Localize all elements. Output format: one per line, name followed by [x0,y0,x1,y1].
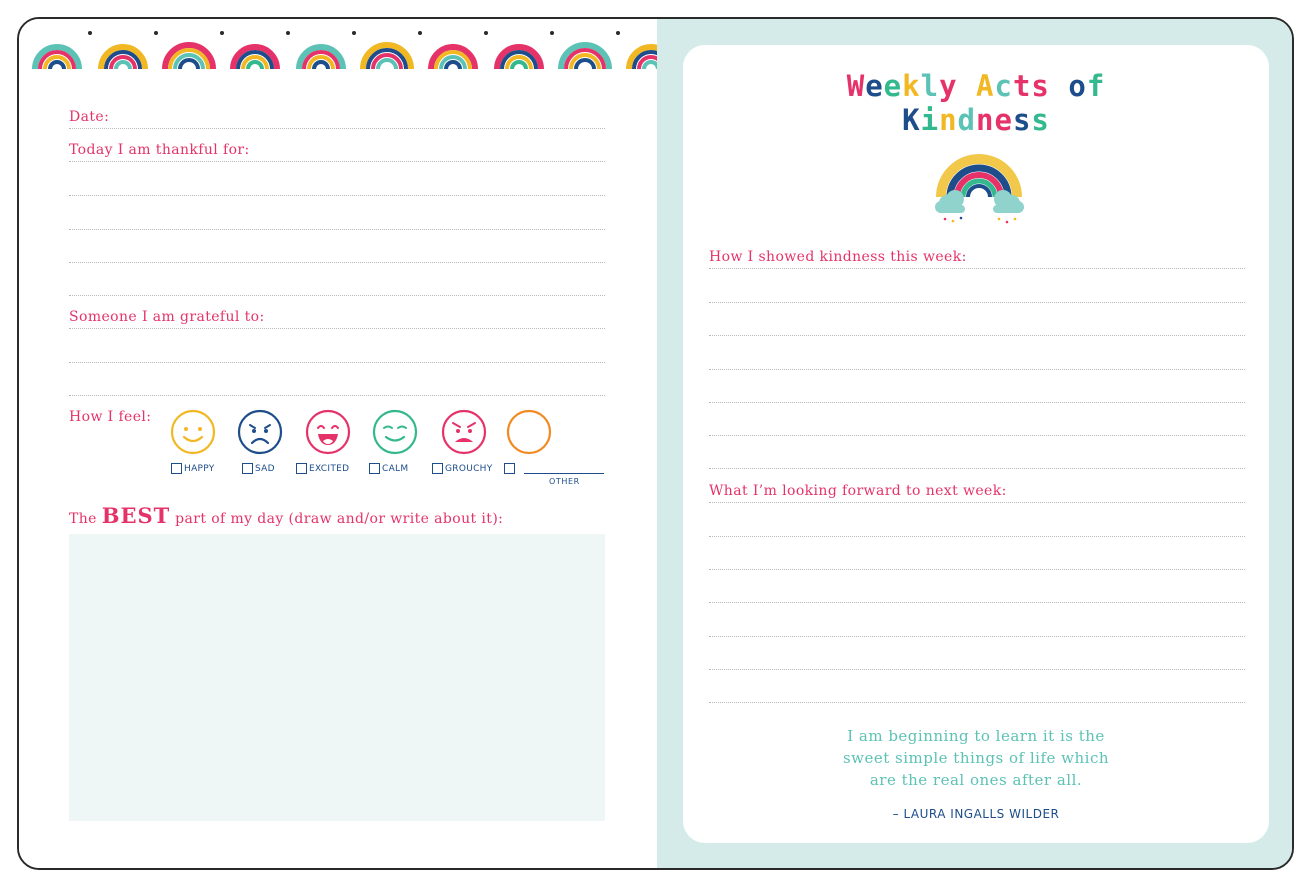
title-letter: s [1031,103,1050,137]
title-word-of [1068,69,1105,103]
kindness-line[interactable] [709,369,1245,370]
kindness-line[interactable] [709,435,1245,436]
best-prefix: The [69,511,102,527]
title-letter: e [883,69,903,103]
left-page [19,19,657,868]
kindness-label: How I showed kindness this week: [709,249,967,265]
title-letter: t [1012,69,1032,103]
calm-face-icon [372,409,418,455]
sad-checkbox[interactable] [242,463,275,474]
title-letter: e [865,69,884,103]
forward-line[interactable] [709,669,1245,670]
title-letter: s [1031,69,1050,103]
forward-line[interactable] [709,502,1245,503]
thankful-line[interactable] [69,229,605,230]
kindness-line[interactable] [709,335,1245,336]
title-letter: n [939,103,958,137]
best-word: BEST [101,503,171,528]
title-letter: f [1086,69,1106,103]
how-i-feel-label: How I feel: [69,409,152,425]
happy-face-icon [170,409,216,455]
title-word-kindness [902,103,1050,137]
quote-line: I am beginning to learn it is the [847,727,1105,745]
other-label: OTHER [549,477,580,486]
title-letter: A [976,69,995,103]
other-checkbox[interactable] [504,463,517,474]
title-letter: e [994,103,1013,137]
rainbow-cloud-icon [933,145,1025,225]
best-suffix: part of my day (draw and/or write about it): [170,511,504,527]
excited-checkbox[interactable] [296,463,349,474]
grouchy-checkbox[interactable] [432,463,493,474]
title-letter: c [994,69,1013,103]
checkbox-box[interactable] [242,463,253,474]
grateful-line[interactable] [69,395,605,396]
title-letter: k [902,69,921,103]
quote-author: – LAURA INGALLS WILDER [892,807,1060,821]
sad-label: SAD [255,463,275,474]
quote-line: sweet simple things of life which [842,749,1110,767]
checkbox-box[interactable] [171,463,182,474]
title-letter: K [902,103,921,137]
thankful-line[interactable] [69,161,605,162]
checkbox-box[interactable] [296,463,307,474]
kindness-line[interactable] [709,468,1245,469]
blank-face-icon [506,409,552,455]
excited-label: EXCITED [309,463,350,474]
thankful-line[interactable] [69,262,605,263]
quote-line: are the real ones after all. [869,771,1083,789]
date-line[interactable] [69,128,605,129]
excited-face-icon [305,409,351,455]
title-letter: W [846,69,866,103]
kindness-line[interactable] [709,268,1245,269]
title-letter: s [1012,103,1032,137]
happy-checkbox[interactable] [171,463,215,474]
thankful-line[interactable] [69,195,605,196]
title-line-2 [683,103,1269,137]
kindness-line[interactable] [709,302,1245,303]
kindness-card [683,45,1269,843]
forward-line[interactable] [709,569,1245,570]
sad-face-icon [237,409,283,455]
right-page [657,19,1292,868]
other-write-in-line[interactable] [524,473,604,474]
forward-label: What I’m looking forward to next week: [709,483,1007,499]
forward-line[interactable] [709,702,1245,703]
happy-label: HAPPY [184,463,215,474]
drawing-area[interactable] [69,534,605,821]
title-letter: y [939,69,958,103]
checkbox-box[interactable] [369,463,380,474]
title-letter: i [920,103,940,137]
grouchy-label: GROUCHY [445,463,493,474]
title-letter: o [1068,69,1087,103]
forward-line[interactable] [709,636,1245,637]
title-letter: l [920,69,940,103]
forward-line[interactable] [709,536,1245,537]
forward-line[interactable] [709,602,1245,603]
date-label: Date: [69,109,110,125]
title-line-1 [683,69,1269,103]
title-word-weekly [847,69,958,103]
grouchy-face-icon [441,409,487,455]
title-letter: n [976,103,995,137]
title-letter: d [957,103,976,137]
grateful-line[interactable] [69,362,605,363]
thankful-line[interactable] [69,295,605,296]
best-part-label [69,503,503,528]
grateful-label: Someone I am grateful to: [69,309,265,325]
calm-label: CALM [382,463,409,474]
checkbox-box[interactable] [432,463,443,474]
title-word-acts [976,69,1050,103]
journal-spread [17,17,1294,870]
grateful-line[interactable] [69,328,605,329]
kindness-line[interactable] [709,402,1245,403]
calm-checkbox[interactable] [369,463,408,474]
thankful-label: Today I am thankful for: [69,142,250,158]
checkbox-box[interactable] [504,463,515,474]
rainbow-border-decoration [19,19,657,81]
